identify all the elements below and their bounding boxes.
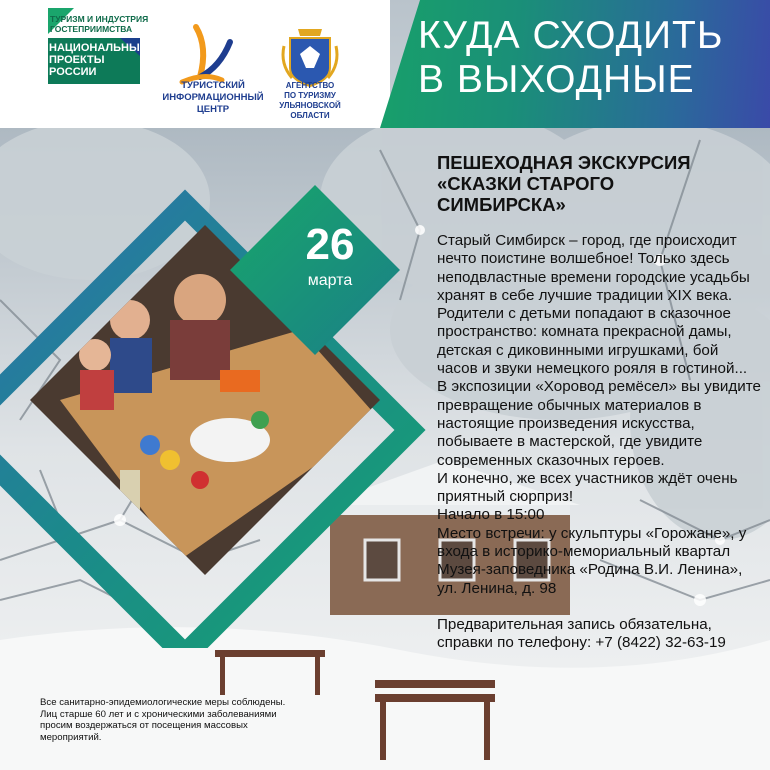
disclaimer-line-3: просим воздержаться от посещения массовых [40,720,248,731]
event-day: 26 [305,220,355,269]
event-paragraph-crafts: В экспозиции «Хоровод ремёсел» вы увидите превращение обычных материалов в настоящие произведения искусства, побываете в мастерской, где увидите современных сказочных героев. [437,378,761,469]
event-paragraph-surprise: И конечно, же всех участников ждёт очень приятный сюрприз! [437,469,738,506]
agency-line-2: ПО ТУРИЗМУ [284,91,336,100]
agency-name [266,81,354,121]
event-month: марта [307,272,353,289]
national-projects-title: НАЦИОНАЛЬНЫЕ ПРОЕКТЫ РОССИИ [49,42,148,78]
national-projects-subtitle: ТУРИЗМ И ИНДУСТРИЯ ГОСТЕПРИИМСТВА [50,14,149,34]
page-title-line-1: КУДА СХОДИТЬ [418,14,724,57]
tourist-center-name [158,80,268,116]
disclaimer-line-1: Все санитарно-эпидемиологические меры соблюдены. [40,697,286,708]
page-title-line-2: В ВЫХОДНЫЕ [418,58,695,101]
event-photo-frame [0,128,430,648]
event-title-line-3: СИМБИРСКА» [437,194,566,215]
agency-line-4: ОБЛАСТИ [290,111,330,120]
event-description [437,152,763,653]
spacer [437,598,763,616]
event-title [437,152,763,215]
event-start-time: Начало в 15:00 [437,506,545,524]
tourist-center-line-3: ЦЕНТР [196,104,230,115]
event-body [437,232,763,653]
disclaimer-line-2: Лиц старше 60 лет и с хроническими заболеваниями [40,708,277,720]
event-title-line-1: ПЕШЕХОДНАЯ ЭКСКУРСИЯ [437,152,691,173]
tourist-center-line-1: ТУРИСТСКИЙ [181,80,245,91]
page-title [418,14,758,102]
agency-line-3: УЛЬЯНОВСКОЙ [279,101,341,110]
event-title-line-2: «СКАЗКИ СТАРОГО [437,173,615,194]
event-paragraph-intro: Старый Симбирск – город, где происходит нечто поистине волшебное! Только здесь неподвластные времени городские усадьбы хранят в себе лучшие традиции XIX века. Родители с детьми попадают в сказочное пространство: комната прекрасной дамы, детская с диковинными игрушками, бой часов и звуки немецкого рояля в гостиной... [437,232,750,378]
health-disclaimer [40,697,360,743]
disclaimer-line-4: мероприятий. [40,731,102,743]
event-date-badge [285,222,375,290]
event-registration: Предварительная запись обязательна, справки по телефону: +7 (8422) 32-63-19 [437,615,726,652]
tourist-center-line-2: ИНФОРМАЦИОННЫЙ [162,92,264,103]
agency-line-1: АГЕНТСТВО [285,81,335,90]
event-meeting-place: Место встречи: у скульптуры «Горожане», у входа в историко-мемориальный квартал Музея-заповедника «Родина В.И. Ленина», ул. Ленина, д. 98 [437,524,747,597]
